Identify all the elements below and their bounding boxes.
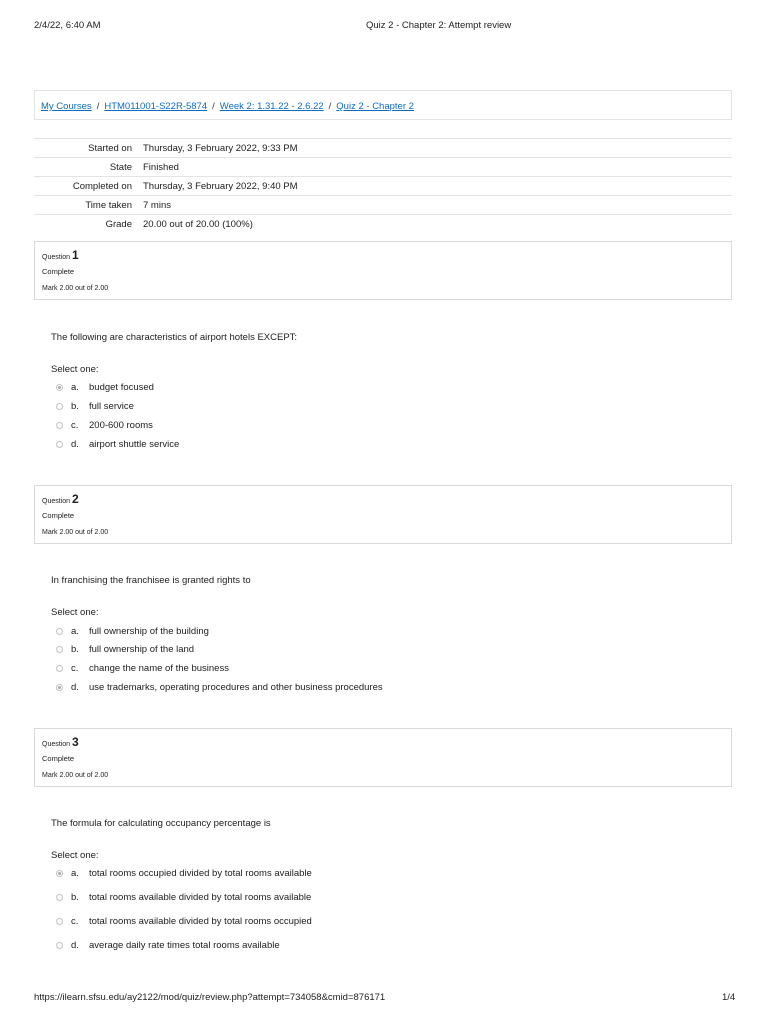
question-2-option-a[interactable]	[56, 626, 209, 637]
option-text: full ownership of the building	[89, 626, 209, 637]
radio-icon[interactable]	[56, 422, 63, 429]
summary-value: Thursday, 3 February 2022, 9:33 PM	[143, 143, 298, 154]
breadcrumb-separator: /	[328, 101, 332, 112]
option-text: total rooms occupied divided by total rooms available	[89, 868, 312, 879]
option-text: use trademarks, operating procedures and other business procedures	[89, 682, 383, 693]
print-page-title: Quiz 2 - Chapter 2: Attempt review	[366, 20, 512, 31]
summary-row-grade	[34, 215, 732, 233]
summary-value: Thursday, 3 February 2022, 9:40 PM	[143, 181, 298, 192]
question-3-option-a[interactable]	[56, 868, 312, 879]
breadcrumb-week[interactable]: Week 2: 1.31.22 - 2.6.22	[219, 101, 324, 112]
radio-selected-icon[interactable]	[56, 684, 63, 691]
question-state: Complete	[42, 511, 75, 520]
option-letter: a.	[71, 868, 79, 879]
question-1-text: The following are characteristics of airport hotels EXCEPT:	[51, 332, 298, 343]
option-letter: c.	[71, 663, 79, 674]
option-text: average daily rate times total rooms available	[89, 940, 280, 951]
summary-label: Grade	[105, 219, 132, 230]
summary-row-time-taken	[34, 196, 732, 215]
option-text: 200-600 rooms	[89, 420, 153, 431]
breadcrumb-separator: /	[96, 101, 100, 112]
question-number	[42, 735, 79, 749]
option-letter: a.	[71, 626, 79, 637]
breadcrumb	[41, 101, 414, 112]
question-1-option-b[interactable]	[56, 401, 134, 412]
question-3-select-label: Select one:	[51, 850, 99, 861]
question-number	[42, 248, 79, 262]
question-2-info	[34, 485, 732, 544]
breadcrumb-course[interactable]: HTM011001-S22R-5874	[104, 101, 208, 112]
radio-icon[interactable]	[56, 441, 63, 448]
option-letter: b.	[71, 401, 79, 412]
radio-icon[interactable]	[56, 646, 63, 653]
radio-selected-icon[interactable]	[56, 870, 63, 877]
print-footer-page: 1/4	[722, 992, 736, 1003]
question-1-option-a[interactable]	[56, 382, 154, 393]
option-letter: d.	[71, 940, 79, 951]
question-number	[42, 492, 79, 506]
summary-value: Finished	[143, 162, 179, 173]
question-mark: Mark 2.00 out of 2.00	[42, 285, 109, 292]
summary-row-state	[34, 158, 732, 177]
radio-icon[interactable]	[56, 628, 63, 635]
summary-value: 7 mins	[143, 200, 171, 211]
option-text: airport shuttle service	[89, 439, 180, 450]
summary-label: Time taken	[85, 200, 132, 211]
radio-selected-icon[interactable]	[56, 384, 63, 391]
question-prefix: Question	[42, 741, 71, 748]
radio-icon[interactable]	[56, 403, 63, 410]
radio-icon[interactable]	[56, 918, 63, 925]
option-letter: d.	[71, 682, 79, 693]
option-text: full ownership of the land	[89, 644, 195, 655]
breadcrumb-container	[34, 90, 732, 120]
attempt-summary-table	[34, 138, 732, 233]
question-prefix: Question	[42, 254, 71, 261]
question-3-option-c[interactable]	[56, 916, 312, 927]
question-3-info	[34, 728, 732, 787]
option-letter: c.	[71, 916, 79, 927]
radio-icon[interactable]	[56, 665, 63, 672]
question-number-value: 2	[71, 492, 79, 506]
option-text: budget focused	[89, 382, 154, 393]
option-text: full service	[89, 401, 134, 412]
summary-row-started	[34, 139, 732, 158]
question-3-text: The formula for calculating occupancy percentage is	[51, 818, 271, 829]
question-2-option-c[interactable]	[56, 663, 229, 674]
option-text: total rooms available divided by total rooms available	[89, 892, 312, 903]
question-state: Complete	[42, 267, 75, 276]
question-1-info	[34, 241, 732, 300]
question-3-option-d[interactable]	[56, 940, 280, 951]
breadcrumb-quiz[interactable]: Quiz 2 - Chapter 2	[336, 101, 414, 112]
summary-label: State	[109, 162, 132, 173]
option-text: total rooms available divided by total rooms occupied	[89, 916, 312, 927]
radio-icon[interactable]	[56, 942, 63, 949]
question-state: Complete	[42, 754, 75, 763]
option-letter: a.	[71, 382, 79, 393]
breadcrumb-separator: /	[212, 101, 215, 112]
option-letter: d.	[71, 439, 79, 450]
option-letter: b.	[71, 644, 79, 655]
question-2-text: In franchising the franchisee is granted rights to	[51, 575, 251, 586]
option-letter: c.	[71, 420, 79, 431]
print-datetime: 2/4/22, 6:40 AM	[34, 20, 101, 31]
radio-icon[interactable]	[56, 894, 63, 901]
question-number-value: 1	[71, 248, 79, 262]
option-letter: b.	[71, 892, 79, 903]
breadcrumb-my-courses[interactable]: My Courses	[41, 101, 92, 112]
question-2-select-label: Select one:	[51, 607, 99, 618]
question-1-option-c[interactable]	[56, 420, 153, 431]
print-footer-url: https://ilearn.sfsu.edu/ay2122/mod/quiz/review.php?attempt=734058&cmid=876171	[34, 992, 386, 1003]
summary-label: Completed on	[72, 181, 132, 192]
summary-value: 20.00 out of 20.00 (100%)	[143, 219, 253, 230]
summary-label: Started on	[88, 143, 132, 154]
question-2-option-b[interactable]	[56, 644, 194, 655]
question-2-option-d[interactable]	[56, 682, 383, 693]
question-1-option-d[interactable]	[56, 439, 179, 450]
question-mark: Mark 2.00 out of 2.00	[42, 529, 109, 536]
option-text: change the name of the business	[89, 663, 229, 674]
question-number-value: 3	[71, 735, 79, 749]
question-1-select-label: Select one:	[51, 364, 99, 375]
question-mark: Mark 2.00 out of 2.00	[42, 772, 109, 779]
question-3-option-b[interactable]	[56, 892, 311, 903]
summary-row-completed	[34, 177, 732, 196]
question-prefix: Question	[42, 498, 71, 505]
